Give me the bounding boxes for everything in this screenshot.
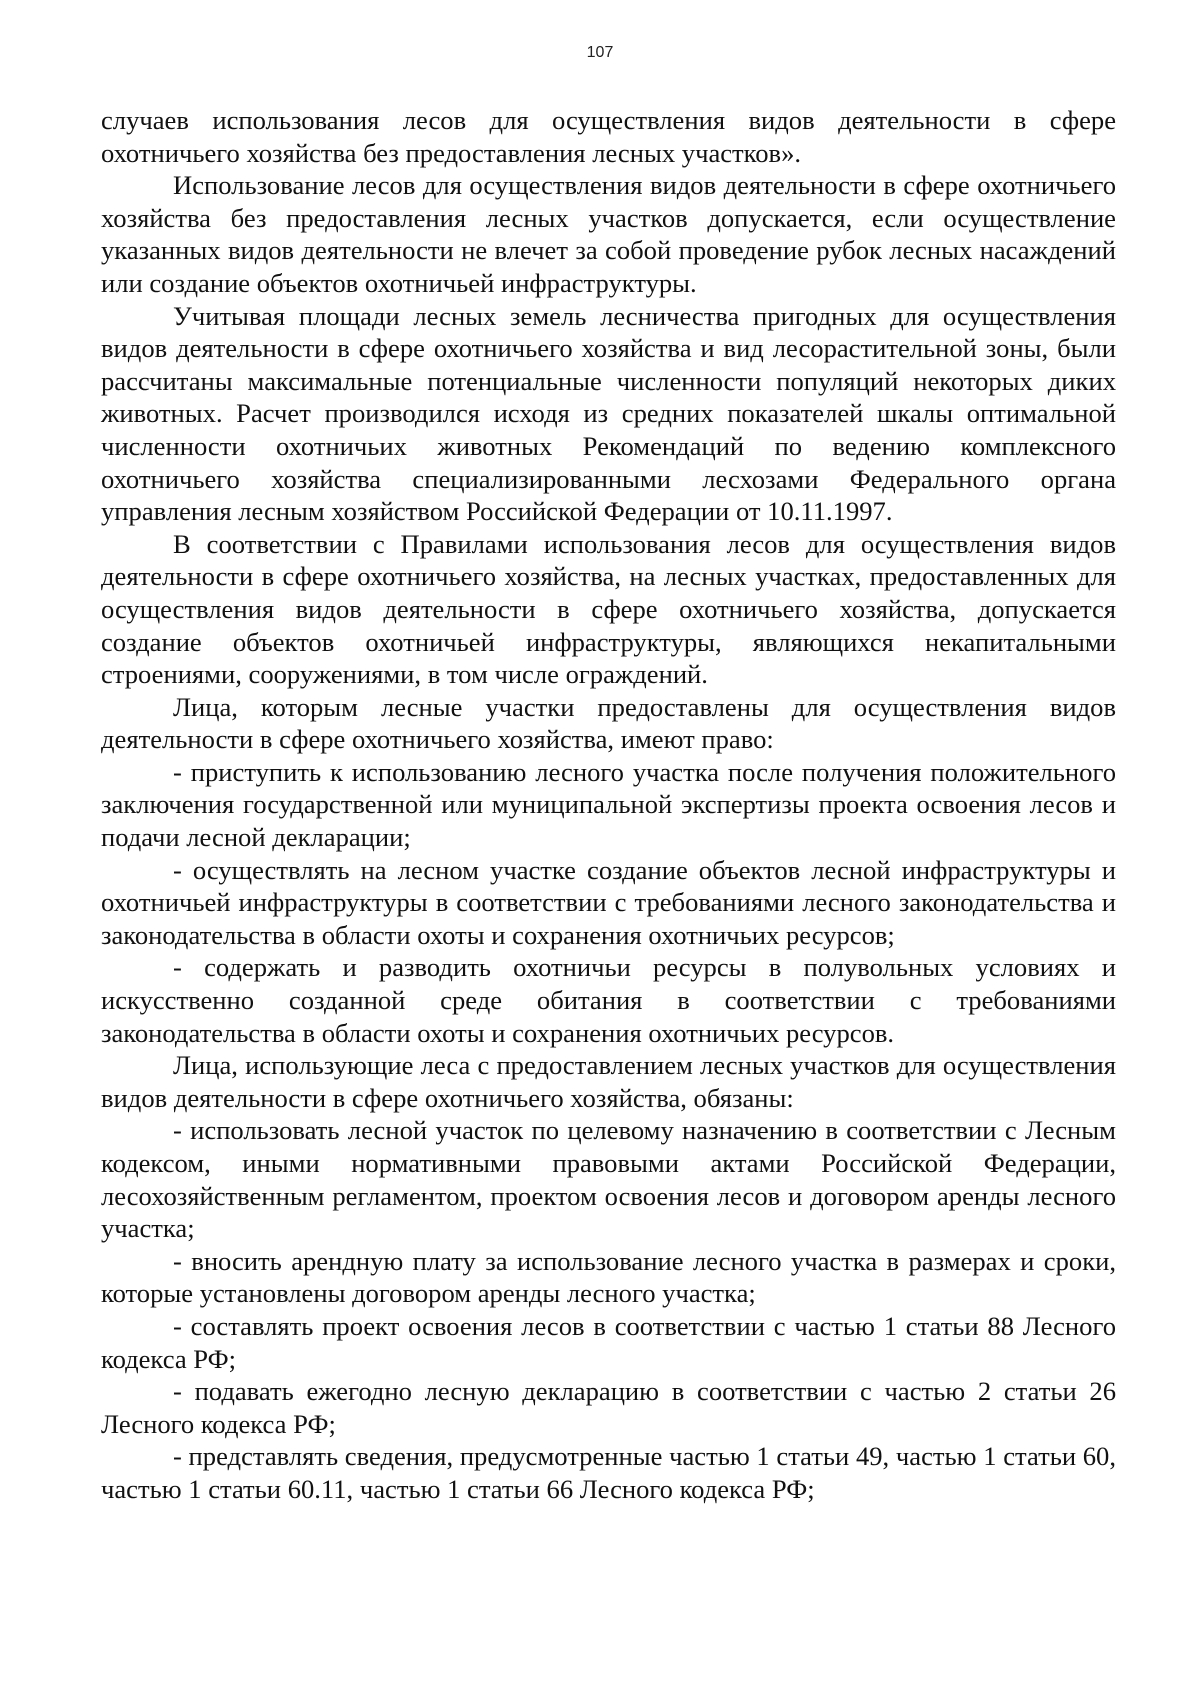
paragraph: В соответствии с Правилами использования лесов для осуществления видов деятельности в сфере охотничьего хозяйства, на лесных участках, предоставленных для осуществления видов деятельности в сфере охотничьего хозяйства, допускается создание объектов охотничьей инфраструктуры, являющихся некапитальными строениями, сооружениями, в том числе ограждений. [101, 528, 1116, 690]
page-number: 107 [586, 44, 614, 61]
paragraph: Использование лесов для осуществления видов деятельности в сфере охотничьего хозяйства без предоставления лесных участков допускается, если осуществление указанных видов деятельности не влечет за собой проведение рубок лесных насаждений или создание объектов охотничьей инфраструктуры. [101, 170, 1116, 298]
list-item: - осуществлять на лесном участке создание объектов лесной инфраструктуры и охотничьей инфраструктуры в соответствии с требованиями лесного законодательства и законодательства в области охоты и сохранения охотничьих ресурсов; [101, 854, 1116, 950]
list-item: - подавать ежегодно лесную декларацию в соответствии с частью 2 статьи 26 Лесного кодекса РФ; [101, 1376, 1116, 1439]
paragraph: Лица, использующие леса с предоставлением лесных участков для осуществления видов деятельности в сфере охотничьего хозяйства, обязаны: [101, 1050, 1116, 1113]
paragraph: Учитывая площади лесных земель лесничества пригодных для осуществления видов деятельности в сфере охотничьего хозяйства и вид лесорастительной зоны, были рассчитаны максимальные потенциальные численности популяций некоторых диких животных. Расчет производился исходя из средних показателей шкалы оптимальной численности охотничьих животных Рекомендаций по ведению комплексного охотничьего хозяйства специализированными лесхозами Федерального органа управления лесным хозяйством Российской Федерации от 10.11.1997. [101, 300, 1116, 527]
document-body [101, 104, 1116, 1506]
list-item: - использовать лесной участок по целевому назначению в соответствии с Лесным кодексом, иными нормативными правовыми актами Российской Федерации, лесохозяйственным регламентом, проектом освоения лесов и договором аренды лесного участка; [101, 1115, 1116, 1244]
paragraph: Лица, которым лесные участки предоставлены для осуществления видов деятельности в сфере охотничьего хозяйства, имеют право: [101, 691, 1116, 755]
list-item: - составлять проект освоения лесов в соответствии с частью 1 статьи 88 Лесного кодекса РФ; [101, 1310, 1116, 1374]
list-item: - содержать и разводить охотничьи ресурсы в полувольных условиях и искусственно созданной среде обитания в соответствии с требованиями законодательства в области охоты и сохранения охотничьих ресурсов. [101, 952, 1116, 1048]
list-item: - приступить к использованию лесного участка после получения положительного заключения государственной или муниципальной экспертизы проекта освоения лесов и подачи лесной декларации; [101, 756, 1116, 853]
paragraph-continuation: случаев использования лесов для осуществления видов деятельности в сфере охотничьего хозяйства без предоставления лесных участков». [101, 105, 1116, 168]
list-item: - представлять сведения, предусмотренные частью 1 статьи 49, частью 1 статьи 60, частью 1 статьи 60.11, частью 1 статьи 66 Лесного кодекса РФ; [101, 1441, 1116, 1504]
list-item: - вносить арендную плату за использование лесного участка в размерах и сроки, которые установлены договором аренды лесного участка; [101, 1245, 1116, 1309]
